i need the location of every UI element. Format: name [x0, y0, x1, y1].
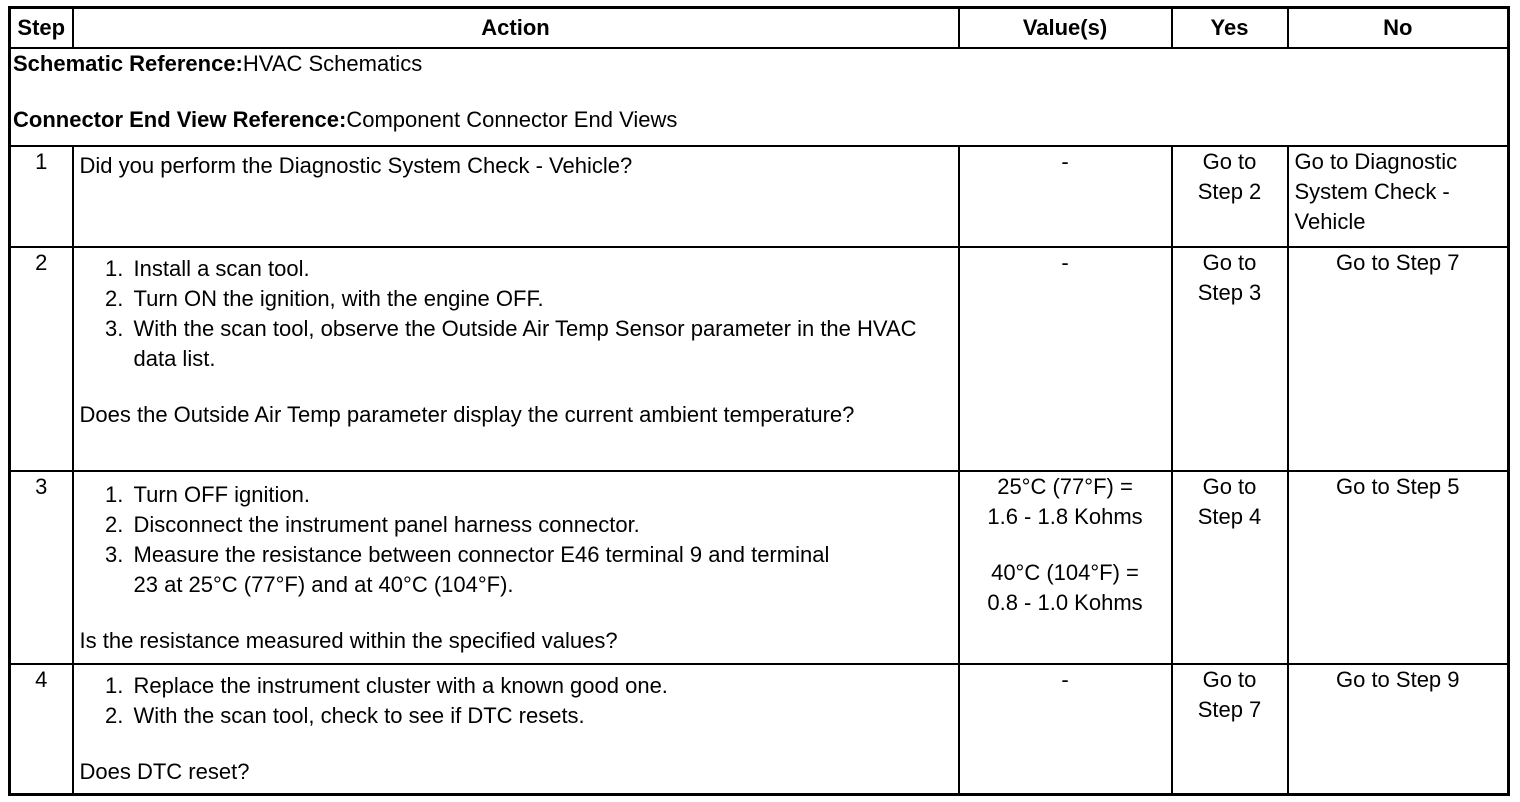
no-cell[interactable]: Go to Step 5 — [1288, 471, 1509, 664]
step-number: 1 — [10, 146, 73, 246]
diagnostic-table — [8, 6, 1510, 796]
schematic-reference-label: Schematic Reference: — [13, 51, 243, 77]
action-item: 2. Turn ON the ignition, with the engine OFF. — [130, 284, 952, 314]
no-cell[interactable]: Go to Diagnostic System Check - Vehicle — [1288, 146, 1509, 246]
action-item: 2. Disconnect the instrument panel harness connector. — [130, 510, 952, 540]
step-number: 4 — [10, 664, 73, 794]
question-text: Is the resistance measured within the specified values? — [79, 628, 618, 654]
connector-reference-link[interactable]: Component Connector End Views — [346, 107, 678, 133]
step-number: 3 — [10, 471, 73, 664]
action-list — [80, 480, 952, 600]
yes-cell[interactable]: Go to Step 7 — [1172, 664, 1288, 794]
action-item: 3. With the scan tool, observe the Outside Air Temp Sensor parameter in the HVAC data list. — [130, 314, 952, 374]
table-row — [10, 146, 1509, 246]
yes-cell[interactable]: Go to Step 4 — [1172, 471, 1288, 664]
action-list — [80, 671, 952, 731]
schematic-reference — [13, 49, 1501, 79]
table-row — [10, 247, 1509, 472]
action-list — [80, 254, 952, 374]
action-item: 1. Turn OFF ignition. — [130, 480, 952, 510]
no-cell[interactable]: Go to Step 9 — [1288, 664, 1509, 794]
action-item: 2. With the scan tool, check to see if DTC resets. — [130, 701, 952, 731]
header-yes: Yes — [1172, 8, 1288, 49]
header-no: No — [1288, 8, 1509, 49]
step-number: 2 — [10, 247, 73, 472]
action-cell — [73, 247, 959, 472]
value-cell: - — [959, 146, 1172, 246]
yes-cell[interactable]: Go to Step 2 — [1172, 146, 1288, 246]
action-cell — [73, 664, 959, 794]
header-row — [10, 8, 1509, 49]
action-item: 1. Replace the instrument cluster with a known good one. — [130, 671, 952, 701]
table-row — [10, 471, 1509, 664]
header-action: Action — [73, 8, 959, 49]
value-cell: - — [959, 247, 1172, 472]
value-cell: 25°C (77°F) = 1.6 - 1.8 Kohms 40°C (104°F) = 0.8 - 1.0 Kohms — [959, 471, 1172, 664]
no-cell[interactable]: Go to Step 7 — [1288, 247, 1509, 472]
action-item: 3. Measure the resistance between connector E46 terminal 9 and terminal 23 at 25°C (77°F) and at 40°C (104°F). — [130, 540, 952, 600]
value-cell: - — [959, 664, 1172, 794]
question-text: Does the Outside Air Temp parameter display the current ambient temperature? — [79, 401, 855, 427]
action-cell — [73, 471, 959, 664]
question-text: Did you perform the Diagnostic System Check - Vehicle? — [79, 153, 633, 179]
yes-cell[interactable]: Go to Step 3 — [1172, 247, 1288, 472]
question-text: Does DTC reset? — [79, 759, 250, 785]
schematic-reference-link[interactable]: HVAC Schematics — [242, 51, 423, 77]
table-row — [10, 664, 1509, 794]
header-values: Value(s) — [959, 8, 1172, 49]
connector-reference — [13, 105, 1501, 135]
connector-reference-label: Connector End View Reference: — [13, 107, 347, 133]
header-step: Step — [10, 8, 73, 49]
references-cell — [10, 48, 1509, 146]
action-item: 1. Install a scan tool. — [130, 254, 952, 284]
reference-row — [10, 48, 1509, 146]
action-cell — [73, 146, 959, 246]
